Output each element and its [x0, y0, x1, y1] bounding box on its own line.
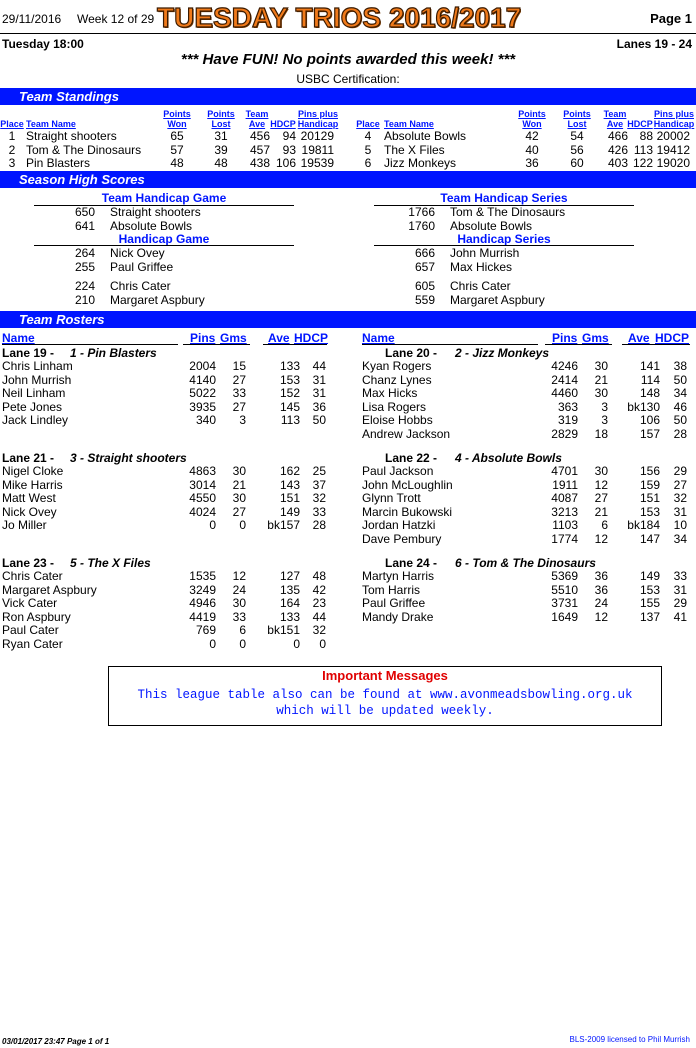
roster-pins: 4701: [551, 464, 578, 478]
roster-handicap: 29: [673, 464, 687, 478]
roster-player-name: Eloise Hobbs: [362, 413, 433, 427]
roster-games: 6: [239, 623, 246, 637]
roster-handicap: 31: [312, 372, 326, 387]
standing-hdcp: 106: [275, 156, 296, 170]
roster-average: 133: [279, 359, 300, 373]
col-name-header: Name: [2, 331, 35, 345]
col-pins-header: Pins: [190, 331, 216, 345]
standing-pins: 19020: [656, 156, 690, 170]
roster-average: 143: [279, 477, 300, 492]
standing-place: 6: [364, 156, 372, 170]
roster-team-name: 4 - Absolute Bowls: [455, 451, 562, 465]
col-hdcp-header: HDCP: [627, 119, 653, 129]
col-lost-header: Points Lost: [207, 109, 235, 129]
roster-pins: 5022: [189, 386, 216, 400]
roster-player-name: Margaret Aspbury: [2, 582, 97, 597]
roster-games: 18: [594, 426, 608, 441]
high-score-value: 605: [414, 279, 435, 293]
roster-lane-label: Lane 24 -: [385, 556, 438, 570]
col-lost-header: Points Lost: [563, 109, 591, 129]
roster-pins: 2414: [551, 372, 578, 387]
standings-band: [0, 88, 696, 105]
roster-games: 12: [594, 609, 608, 624]
roster-games: 27: [232, 504, 246, 519]
roster-pins: 363: [557, 399, 578, 414]
roster-player-name: Nigel Cloke: [2, 464, 64, 478]
roster-pins: 3014: [189, 477, 216, 492]
col-hdcp-header: HDCP: [655, 331, 690, 345]
roster-pins: 4550: [189, 491, 216, 505]
standing-pins: 19412: [656, 142, 690, 157]
roster-average: bk151: [267, 623, 300, 637]
roster-handicap: 34: [673, 531, 687, 546]
roster-games: 30: [594, 359, 608, 373]
league-title: TUESDAY TRIOS 2016/2017: [157, 2, 522, 33]
roster-header-rule: [2, 344, 178, 345]
roster-average: 152: [279, 386, 300, 400]
roster-average: 153: [279, 372, 300, 387]
roster-average: bk130: [627, 399, 660, 414]
roster-player-name: John McLoughlin: [362, 477, 453, 492]
standing-pins: 19539: [300, 156, 334, 170]
roster-handicap: 42: [312, 582, 326, 597]
roster-average: 162: [279, 464, 300, 478]
high-score-name: Margaret Aspbury: [110, 292, 205, 307]
roster-player-name: Jack Lindley: [2, 413, 69, 427]
standing-won: 36: [525, 156, 539, 170]
roster-games: 33: [232, 609, 246, 624]
roster-team-name: 5 - The X Files: [70, 556, 151, 570]
roster-games: 27: [232, 399, 246, 414]
roster-average: 153: [639, 582, 660, 597]
roster-player-name: Chris Linham: [2, 359, 73, 373]
roster-player-name: Ron Aspbury: [2, 609, 71, 624]
roster-team-name: 2 - Jizz Monkeys: [455, 346, 550, 360]
roster-games: 12: [594, 531, 608, 546]
weekly-message: *** Have FUN! No points awarded this week! ***: [180, 51, 516, 68]
roster-header-rule: [545, 344, 612, 345]
roster-pins: 769: [195, 623, 216, 637]
roster-average: 133: [279, 609, 300, 624]
roster-team-name: 1 - Pin Blasters: [70, 346, 157, 360]
col-hdcp-header: HDCP: [270, 119, 296, 129]
roster-player-name: Nick Ovey: [2, 504, 57, 519]
roster-average: 164: [279, 596, 300, 610]
roster-games: 3: [239, 413, 246, 427]
roster-player-name: John Murrish: [2, 372, 72, 387]
standing-ave: 466: [607, 129, 628, 143]
roster-average: 151: [639, 491, 660, 505]
roster-handicap: 34: [673, 386, 687, 400]
standing-pins: 19811: [301, 142, 334, 157]
col-ave-header: Team Ave: [245, 109, 269, 129]
col-place-header: Place: [0, 119, 24, 129]
messages-line-1: This league table also can be found at www.avonmeadsbowling.org.uk: [137, 688, 633, 702]
report-date: 29/11/2016: [2, 12, 62, 26]
roster-player-name: Kyan Rogers: [362, 359, 432, 373]
standing-team: Tom & The Dinosaurs: [26, 142, 142, 157]
roster-games: 36: [594, 582, 608, 597]
roster-pins: 5510: [551, 582, 578, 597]
roster-average: 149: [639, 569, 660, 583]
roster-lane-label: Lane 21 -: [2, 451, 55, 465]
high-score-name: Chris Cater: [110, 279, 171, 293]
roster-pins: 4946: [189, 596, 216, 610]
roster-player-name: Andrew Jackson: [362, 426, 451, 441]
roster-player-name: Paul Jackson: [362, 464, 434, 478]
roster-handicap: 32: [673, 491, 687, 505]
roster-pins: 1911: [552, 477, 578, 492]
roster-games: 6: [601, 518, 608, 532]
roster-player-name: Lisa Rogers: [362, 399, 427, 414]
roster-player-name: Dave Pembury: [362, 531, 442, 546]
standing-place: 2: [8, 142, 16, 157]
roster-handicap: 50: [673, 413, 687, 427]
roster-handicap: 38: [673, 359, 687, 373]
standing-won: 40: [525, 142, 539, 157]
roster-pins: 1535: [189, 569, 216, 583]
roster-average: 127: [279, 569, 300, 583]
roster-average: 148: [639, 386, 660, 400]
rosters-band: [0, 311, 696, 328]
col-gms-header: Gms: [220, 331, 247, 345]
high-score-value: 559: [414, 292, 435, 307]
col-ave-header: Team Ave: [603, 109, 627, 129]
standing-ave: 403: [607, 156, 628, 170]
roster-games: 30: [594, 464, 608, 478]
roster-handicap: 23: [312, 596, 326, 610]
roster-lane-label: Lane 19 -: [2, 346, 55, 360]
roster-pins: 1649: [551, 609, 578, 624]
high-score-name: Nick Ovey: [110, 246, 165, 260]
roster-player-name: Glynn Trott: [362, 491, 421, 505]
standing-hdcp: 88: [639, 129, 653, 143]
high-score-name: Straight shooters: [110, 205, 201, 219]
roster-handicap: 28: [673, 426, 687, 441]
standing-place: 1: [8, 129, 16, 143]
roster-average: 106: [639, 413, 660, 427]
roster-games: 12: [232, 569, 246, 583]
roster-pins: 1774: [551, 531, 578, 546]
roster-handicap: 33: [673, 569, 687, 583]
roster-games: 21: [594, 504, 608, 519]
roster-pins: 4024: [189, 504, 216, 519]
roster-handicap: 32: [312, 623, 326, 637]
standing-hdcp: 122: [632, 156, 653, 170]
standing-lost: 56: [570, 142, 584, 157]
standing-team: Straight shooters: [26, 129, 117, 143]
standing-ave: 457: [249, 142, 270, 157]
roster-player-name: Ryan Cater: [2, 636, 63, 651]
handicap-series-title: Handicap Series: [457, 232, 551, 246]
messages-line-2: which will be updated weekly.: [276, 704, 494, 718]
standing-ave: 456: [249, 129, 270, 143]
roster-player-name: Chanz Lynes: [362, 372, 432, 387]
roster-games: 15: [232, 359, 246, 373]
roster-handicap: 25: [312, 464, 326, 478]
col-place-header: Place: [356, 119, 380, 129]
high-score-value: 666: [414, 246, 435, 260]
col-ave-header: Ave: [268, 331, 290, 345]
lanes-label: Lanes 19 - 24: [616, 37, 692, 51]
roster-average: bk157: [267, 518, 300, 532]
roster-handicap: 48: [312, 569, 326, 583]
roster-average: 147: [639, 531, 660, 546]
week-label: Week 12 of 29: [77, 12, 155, 26]
roster-games: 30: [232, 596, 246, 610]
standing-lost: 48: [214, 156, 228, 170]
high-score-name: Absolute Bowls: [110, 218, 193, 233]
day-time: Tuesday 18:00: [2, 37, 84, 51]
roster-handicap: 50: [673, 372, 687, 387]
roster-average: 157: [639, 426, 660, 441]
col-gms-header: Gms: [582, 331, 609, 345]
roster-average: 114: [640, 372, 660, 387]
standing-place: 5: [364, 142, 372, 157]
roster-handicap: 31: [673, 582, 687, 597]
roster-header-rule: [263, 344, 327, 345]
roster-player-name: Jordan Hatzki: [362, 518, 436, 532]
roster-average: 113: [280, 413, 300, 427]
roster-pins: 2004: [189, 359, 216, 373]
high-score-value: 1760: [408, 218, 435, 233]
roster-games: 21: [594, 372, 608, 387]
standing-hdcp: 113: [633, 142, 653, 157]
roster-handicap: 41: [673, 609, 687, 624]
roster-games: 12: [594, 477, 608, 492]
roster-games: 33: [232, 386, 246, 400]
roster-pins: 3731: [551, 596, 578, 610]
standing-lost: 31: [214, 129, 228, 143]
col-ave-header: Ave: [628, 331, 650, 345]
standing-place: 4: [364, 129, 372, 143]
col-hdcp-header: HDCP: [294, 331, 329, 345]
roster-pins: 1103: [552, 518, 578, 532]
roster-games: 30: [232, 491, 246, 505]
high-score-value: 255: [74, 259, 95, 274]
roster-team-name: 6 - Tom & The Dinosaurs: [455, 556, 596, 570]
roster-lane-label: Lane 20 -: [385, 346, 438, 360]
roster-games: 30: [594, 386, 608, 400]
high-scores-title: Season High Scores: [19, 172, 145, 187]
standing-team: Absolute Bowls: [384, 129, 467, 143]
col-won-header: Points Won: [518, 109, 546, 129]
col-name-header: Name: [362, 331, 395, 345]
roster-pins: 3213: [551, 504, 578, 519]
roster-team-name: 3 - Straight shooters: [70, 451, 187, 465]
roster-games: 30: [232, 464, 246, 478]
roster-handicap: 44: [312, 609, 326, 624]
roster-handicap: 32: [312, 491, 326, 505]
standing-ave: 438: [249, 156, 270, 170]
roster-player-name: Jo Miller: [2, 518, 47, 532]
standing-lost: 60: [570, 156, 584, 170]
roster-handicap: 0: [319, 636, 326, 651]
roster-lane-label: Lane 22 -: [385, 451, 438, 465]
standing-won: 48: [170, 156, 184, 170]
roster-pins: 4460: [551, 386, 578, 400]
roster-games: 36: [594, 569, 608, 583]
roster-games: 0: [239, 518, 246, 532]
roster-average: 145: [279, 399, 300, 414]
col-pins-header: Pins: [552, 331, 578, 345]
high-score-value: 224: [74, 279, 95, 293]
roster-handicap: 31: [312, 386, 326, 400]
roster-pins: 4140: [189, 372, 216, 387]
roster-pins: 340: [195, 413, 216, 427]
certification: USBC Certification:: [296, 72, 400, 86]
roster-average: 155: [639, 596, 660, 610]
roster-games: 27: [594, 491, 608, 505]
standing-won: 42: [525, 129, 539, 143]
roster-pins: 3935: [189, 399, 216, 414]
roster-player-name: Pete Jones: [2, 399, 63, 414]
roster-pins: 0: [209, 636, 216, 651]
high-score-name: Margaret Aspbury: [450, 292, 545, 307]
standing-won: 57: [170, 142, 184, 157]
col-team-header: Team Name: [384, 119, 434, 129]
messages-title: Important Messages: [322, 668, 448, 683]
roster-pins: 3249: [189, 582, 216, 597]
team-handicap-series-title: Team Handicap Series: [440, 191, 568, 205]
roster-games: 0: [239, 636, 246, 651]
roster-games: 21: [232, 477, 246, 492]
roster-average: 153: [639, 504, 660, 519]
roster-pins: 0: [209, 518, 216, 532]
col-pins-header: Pins plus Handicap: [653, 109, 695, 129]
roster-handicap: 36: [312, 399, 326, 414]
print-timestamp: 03/01/2017 23:47 Page 1 of 1: [2, 1037, 110, 1046]
roster-pins: 319: [557, 413, 578, 427]
high-score-name: Tom & The Dinosaurs: [450, 205, 566, 219]
page-number: Page 1: [650, 11, 692, 26]
roster-games: 27: [232, 372, 246, 387]
roster-player-name: Marcin Bukowski: [362, 504, 453, 519]
roster-average: 135: [279, 582, 300, 597]
roster-player-name: Max Hicks: [362, 386, 418, 400]
high-score-value: 657: [414, 259, 435, 274]
col-won-header: Points Won: [163, 109, 191, 129]
col-team-header: Team Name: [26, 119, 76, 129]
high-score-name: Chris Cater: [450, 279, 511, 293]
roster-pins: 4863: [189, 464, 216, 478]
standings-title: Team Standings: [19, 89, 119, 104]
standing-hdcp: 93: [282, 142, 296, 157]
roster-handicap: 33: [312, 504, 326, 519]
roster-player-name: Martyn Harris: [362, 569, 435, 583]
roster-average: 159: [639, 477, 660, 492]
handicap-game-title: Handicap Game: [118, 232, 210, 246]
rosters-title: Team Rosters: [19, 312, 105, 327]
roster-handicap: 31: [673, 504, 687, 519]
header-divider: [0, 33, 696, 34]
roster-average: 149: [279, 504, 300, 519]
roster-header-rule: [362, 344, 538, 345]
standing-pins: 20002: [656, 129, 690, 143]
roster-handicap: 46: [673, 399, 687, 414]
standing-team: Jizz Monkeys: [384, 156, 457, 170]
roster-player-name: Vick Cater: [2, 596, 58, 610]
standing-team: The X Files: [384, 142, 445, 157]
roster-pins: 4246: [551, 359, 578, 373]
high-score-value: 264: [74, 246, 95, 260]
roster-handicap: 27: [673, 477, 687, 492]
roster-pins: 5369: [551, 569, 578, 583]
roster-header-rule: [622, 344, 690, 345]
roster-player-name: Mandy Drake: [362, 609, 434, 624]
roster-player-name: Mike Harris: [2, 477, 63, 492]
roster-average: 137: [639, 609, 660, 624]
standing-lost: 54: [570, 129, 584, 143]
standing-pins: 20129: [300, 129, 334, 143]
roster-handicap: 44: [312, 359, 326, 373]
roster-player-name: Paul Griffee: [362, 596, 426, 610]
license-text: BLS-2009 licensed to Phil Murrish: [569, 1035, 690, 1044]
high-score-value: 1766: [408, 205, 435, 219]
high-score-value: 650: [74, 205, 95, 219]
standing-hdcp: 94: [282, 129, 296, 143]
high-scores-band: [0, 171, 696, 188]
roster-handicap: 37: [312, 477, 326, 492]
high-score-name: Absolute Bowls: [450, 218, 533, 233]
roster-average: 0: [293, 636, 300, 651]
roster-handicap: 28: [312, 518, 326, 532]
roster-lane-label: Lane 23 -: [2, 556, 55, 570]
col-pins-header: Pins plus Handicap: [297, 109, 339, 129]
roster-handicap: 10: [673, 518, 687, 532]
standing-ave: 426: [607, 142, 628, 157]
roster-games: 24: [232, 582, 246, 597]
roster-player-name: Matt West: [2, 491, 56, 505]
roster-pins: 4419: [189, 609, 216, 624]
high-score-name: Max Hickes: [450, 259, 513, 274]
roster-handicap: 50: [312, 413, 326, 427]
standing-lost: 39: [214, 142, 228, 157]
roster-pins: 2829: [551, 426, 578, 441]
roster-average: bk184: [627, 518, 660, 532]
roster-player-name: Paul Cater: [2, 623, 59, 637]
roster-average: 156: [639, 464, 660, 478]
team-handicap-game-title: Team Handicap Game: [101, 191, 227, 205]
roster-player-name: Neil Linham: [2, 386, 66, 400]
high-score-value: 641: [74, 218, 95, 233]
standing-won: 65: [170, 129, 184, 143]
high-score-value: 210: [74, 292, 95, 307]
high-score-name: Paul Griffee: [110, 259, 174, 274]
roster-pins: 4087: [551, 491, 578, 505]
standing-team: Pin Blasters: [26, 156, 91, 170]
roster-player-name: Chris Cater: [2, 569, 63, 583]
roster-average: 141: [639, 359, 660, 373]
roster-average: 151: [279, 491, 300, 505]
roster-games: 24: [594, 596, 608, 610]
high-score-name: John Murrish: [450, 246, 520, 260]
roster-player-name: Tom Harris: [362, 582, 421, 597]
standing-place: 3: [8, 156, 16, 170]
roster-handicap: 29: [673, 596, 687, 610]
roster-games: 3: [601, 399, 608, 414]
roster-games: 3: [601, 413, 608, 427]
roster-header-rule: [183, 344, 250, 345]
